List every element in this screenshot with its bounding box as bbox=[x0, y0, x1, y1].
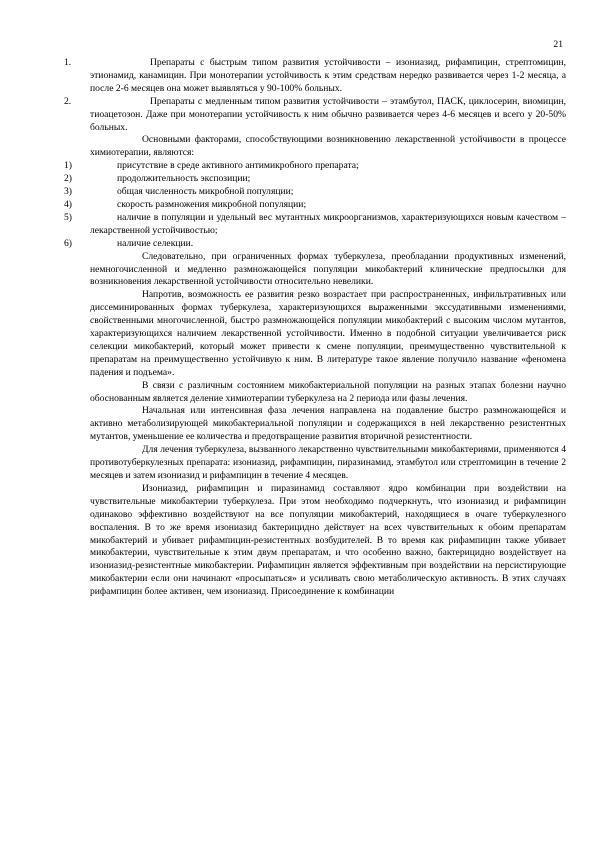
factor-item-2 bbox=[64, 173, 566, 186]
paragraph-consequently: Следовательно, при ограниченных формах туберкулеза, преобладании продуктивных изменений, немногочисленной и медленно размножающейся популяции микобактерий клинические предпосылки для возникновения лекарственной устойчивости относительно невелики. bbox=[90, 250, 566, 288]
numbered-item-1 bbox=[64, 57, 566, 96]
paragraph-treatment-phases: В связи с различным состоянием микобактериальной популяции на разных этапах болезни научно обоснованным является деление химиотерапии туберкулеза на 2 периода или фазы лечения. bbox=[90, 379, 566, 404]
factor-text: скорость размножения микробной популяции; bbox=[117, 198, 307, 210]
page-number: 21 bbox=[553, 39, 563, 50]
factor-item-5 bbox=[64, 211, 566, 238]
factors-intro: Основными факторами, способствующими возникновению лекарственной устойчивости в процессе химиотерапии, являются: bbox=[90, 134, 566, 159]
paragraph-conversely: Напротив, возможность ее развития резко возрастает при распространенных, инфильтративных или диссеминированных формах туберкулеза, характеризующихся выраженными экссудативными изменениями, свойственными многочисленной, быстро размножающейся популяции микобактерий с высоким числом мутантов, характеризующихся наличием лекарственной устойчивости. Именно в подобной ситуации увеличивается риск селекции микобактерий, который может привести к смене популяции, преимущественно чувствительной к препаратам на преимущественно устойчивую к ним. В литературе такое явление получило название «феномена падения и подъема». bbox=[90, 289, 566, 378]
page-body bbox=[64, 57, 566, 599]
item-text: Препараты с быстрым типом развития устойчивости – изониазид, рифампицин, стрептомицин, этионамид, канамицин. При монотерапии устойчивость к этим средствам нередко развивается через 1-2 месяца, а после 2-6 месяцев она может выявляться у 90-100% больных. bbox=[90, 57, 566, 94]
numbered-item-2 bbox=[64, 95, 566, 135]
factor-item-4 bbox=[64, 198, 566, 212]
paragraph-isoniazid-rifampicin: Изониазид, рифампицин и пиразинамид составляют ядро комбинации при воздействии на чувствительные микобактерии туберкулеза. При этом необходимо подчеркнуть, что изониазид и рифампицин одинаково эффективно воздействуют на все популяции микобактерий, находящиеся в очаге туберкулезного воспаления. В то же время изониазид бактерицидно действует на всех чувствительных к обоим препаратам микобактерий и убивает рифампицин-резистентных возбудителей. В то время как рифампицин также убивает микобактерии, чувствительные к этим двум препаратам, и что особенно важно, бактерицидно воздействует на изониазид-резистентные микобактерии. Рифампицин является эффективным при воздействии на персистирующие микобактерии если они начинают «просыпаться» и усиливать свою метаболическую активность. В этих случаях рифампицин более активен, чем изониазид. Присоединение к комбинации bbox=[90, 482, 566, 598]
factor-marker: 1) bbox=[64, 160, 72, 172]
factor-text: наличие селекции. bbox=[117, 237, 194, 249]
paragraph-drug-regimen: Для лечения туберкулеза, вызванного лекарственно чувствительными микобактериями, применяются 4 противотуберкулезных препарата: изониазид, рифампицин, пиразинамид, этамбутол или стрептомицин в течение 2 месяцев и затем изониазид и рифампицин в течение 4 месяцев. bbox=[90, 444, 566, 481]
factor-text: общая численность микробной популяции; bbox=[117, 186, 294, 198]
factor-text: продолжительность экспозиции; bbox=[117, 173, 251, 185]
item-marker: 1. bbox=[64, 57, 72, 68]
factor-text: присутствие в среде активного антимикробного препарата; bbox=[117, 160, 359, 172]
factor-marker: 2) bbox=[64, 173, 72, 185]
factor-item-6 bbox=[64, 237, 566, 251]
item-marker: 2. bbox=[64, 95, 72, 107]
factor-marker: 6) bbox=[64, 237, 72, 249]
item-text: Препараты с медленным типом развития устойчивости – этамбутол, ПАСК, циклосерин, виомицин, тиоацетозон. Даже при монотерапии устойчивость к ним обычно развивается через 4-6 месяцев и всего у 20-50% больных. bbox=[90, 95, 566, 133]
factor-marker: 5) bbox=[64, 211, 72, 223]
factor-text: наличие в популяции и удельный вес мутантных микроорганизмов, характеризующихся новым качеством – лекарственной устойчивостью; bbox=[90, 211, 566, 236]
factor-item-1 bbox=[64, 160, 566, 173]
paragraph-intensive-phase: Начальная или интенсивная фаза лечения направлена на подавление быстро размножающейся и активно метаболизирующей микобактериальной популяции и содержащихся в ней лекарственно резистентных мутантов, уменьшение ее количества и предотвращение развития вторичной резистентности. bbox=[90, 405, 566, 443]
factor-marker: 3) bbox=[64, 186, 72, 198]
factor-marker: 4) bbox=[64, 198, 72, 210]
factor-item-3 bbox=[64, 186, 566, 199]
